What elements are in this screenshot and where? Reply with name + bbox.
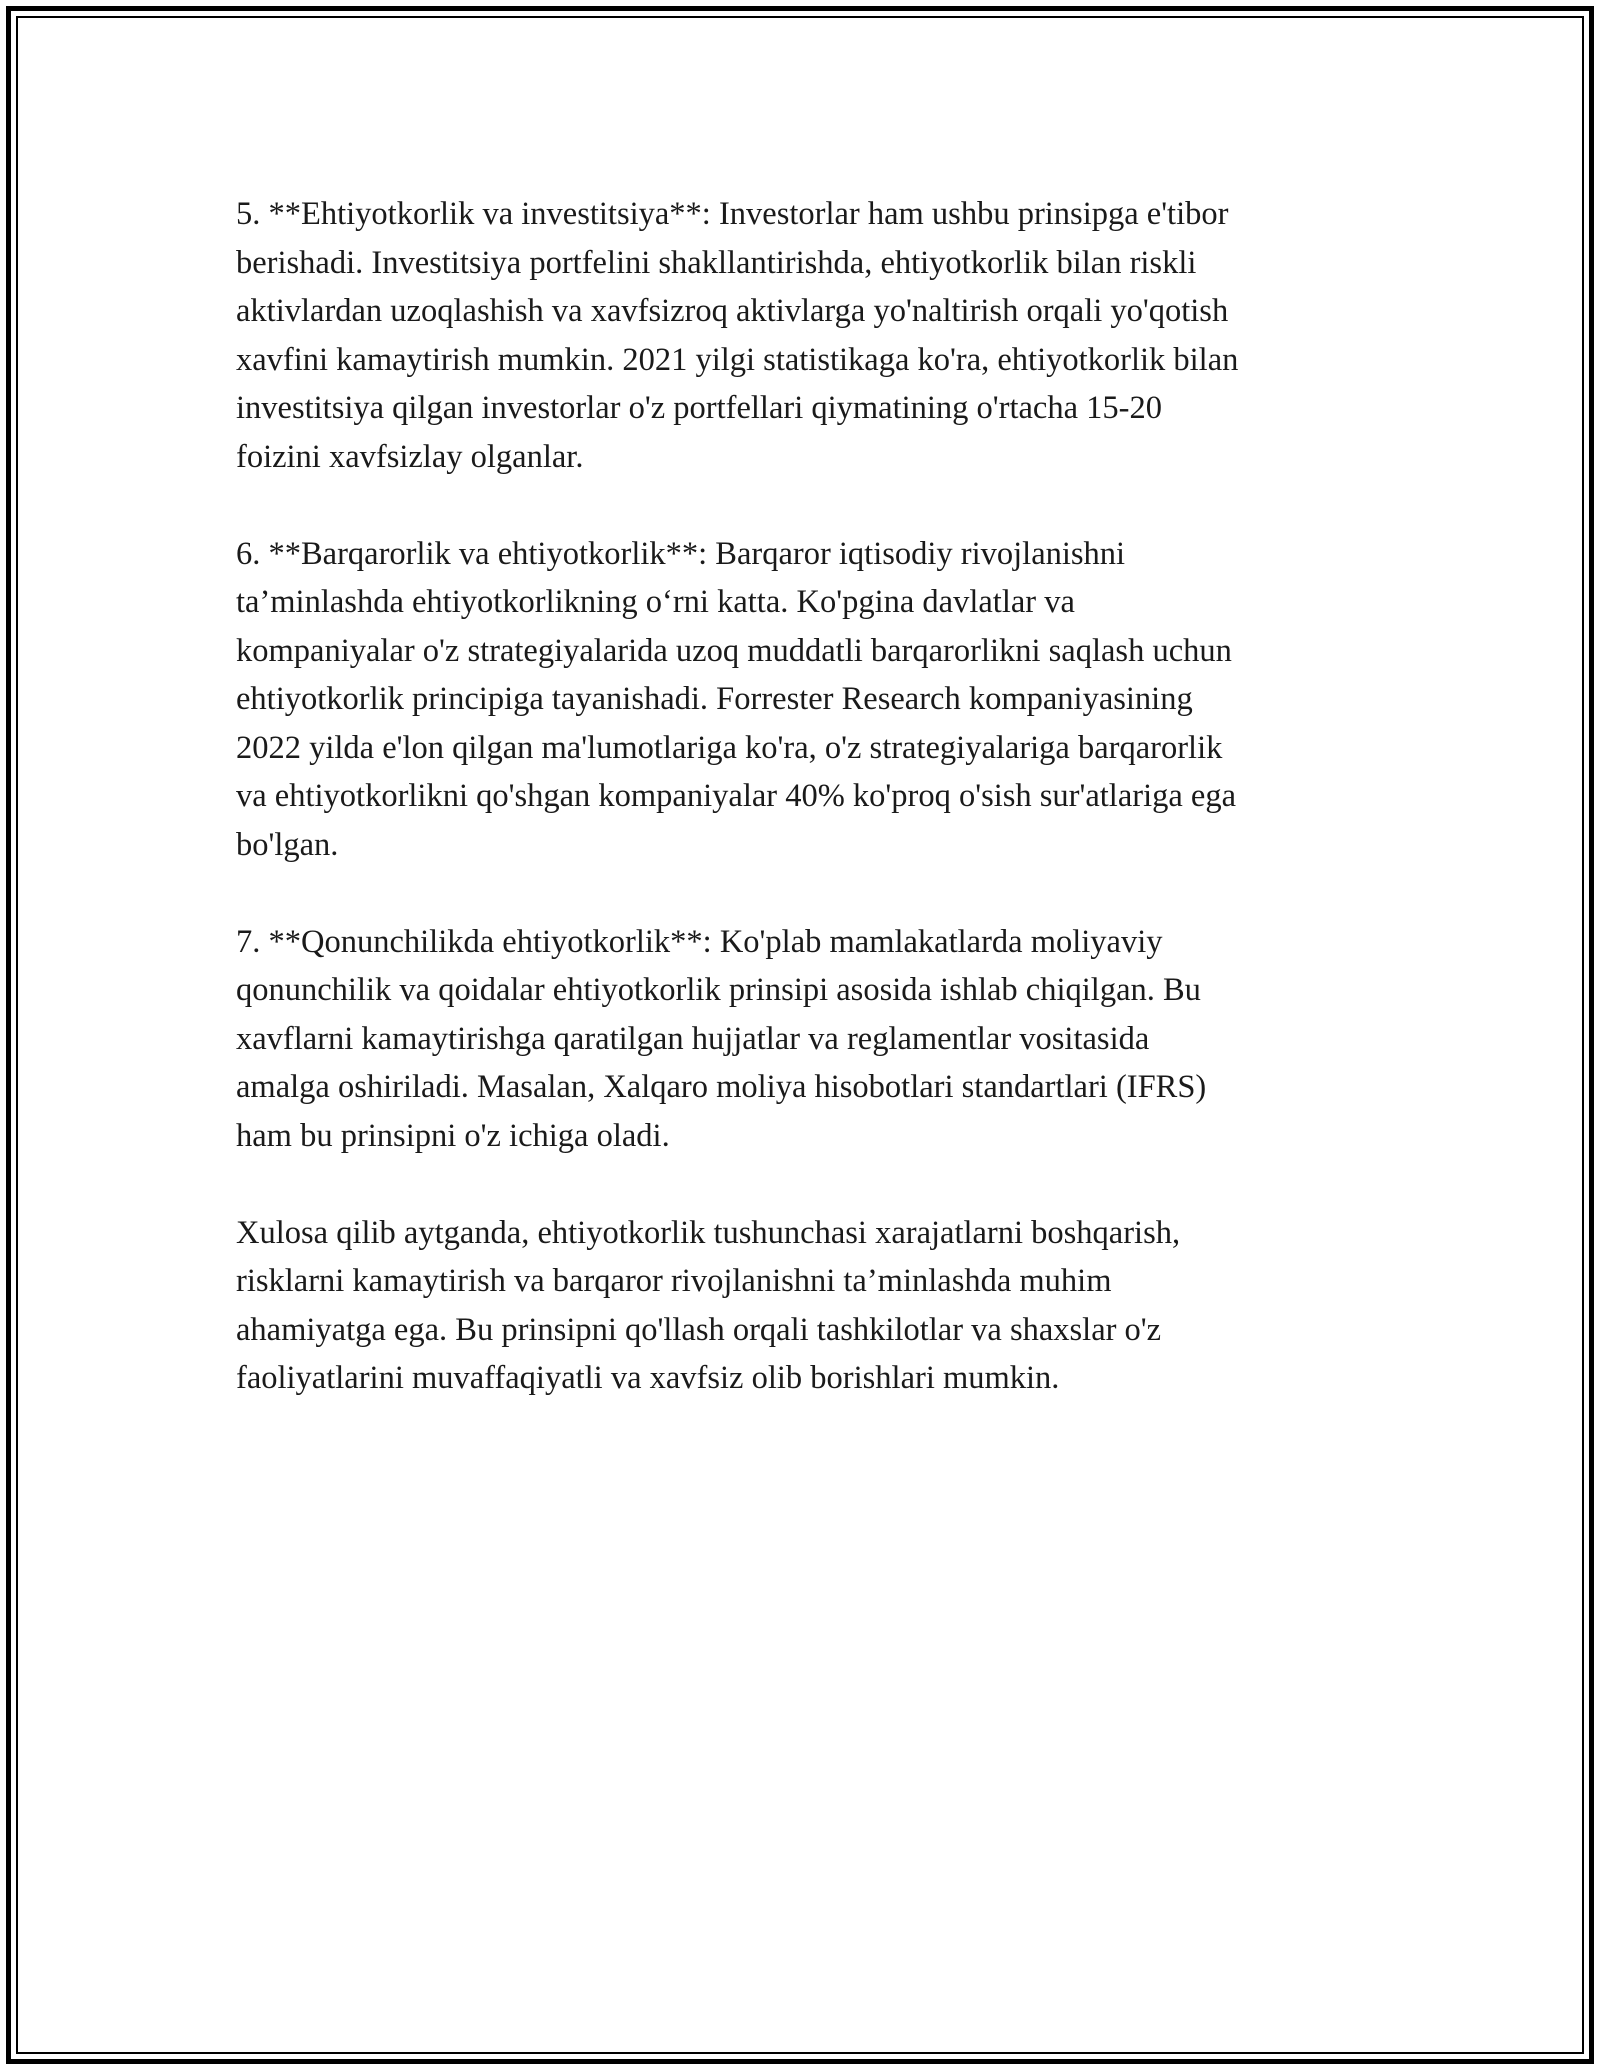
document-body bbox=[236, 190, 1386, 1451]
text-line: Xulosa qilib aytganda, ehtiyotkorlik tushunchasi xarajatlarni boshqarish, bbox=[236, 1214, 1181, 1251]
text-line: 7. **Qonunchilikda ehtiyotkorlik**: Ko'plab mamlakatlarda moliyaviy bbox=[236, 923, 1163, 960]
text-line: 5. **Ehtiyotkorlik va investitsiya**: Investorlar ham ushbu prinsipga e'tibor bbox=[236, 196, 1229, 232]
text-line: investitsiya qilgan investorlar o'z portfellari qiymatining o'rtacha 15-20 bbox=[236, 390, 1162, 426]
paragraph-item-6 bbox=[236, 530, 1386, 870]
text-line: 6. **Barqarorlik va ehtiyotkorlik**: Barqaror iqtisodiy rivojlanishni bbox=[236, 535, 1126, 572]
text-line: amalga oshiriladi. Masalan, Xalqaro moliya hisobotlari standartlari (IFRS) bbox=[236, 1069, 1207, 1105]
text-line: xavflarni kamaytirishga qaratilgan hujjatlar va reglamentlar vositasida bbox=[236, 1020, 1150, 1057]
text-line: risklarni kamaytirish va barqaror rivojlanishni ta’minlashda muhim bbox=[236, 1263, 1112, 1299]
text-line: kompaniyalar o'z strategiyalarida uzoq muddatli barqarorlikni saqlash uchun bbox=[236, 632, 1232, 669]
text-line: va ehtiyotkorlikni qo'shgan kompaniyalar 40% ko'proq o'sish sur'atlariga ega bbox=[236, 778, 1237, 814]
text-line: qonunchilik va qoidalar ehtiyotkorlik prinsipi asosida ishlab chiqilgan. Bu bbox=[236, 972, 1201, 1008]
text-line: ham bu prinsipni o'z ichiga oladi. bbox=[236, 1117, 670, 1154]
text-line: bo'lgan. bbox=[236, 826, 339, 863]
paragraph-conclusion bbox=[236, 1209, 1386, 1403]
paragraph-item-5 bbox=[236, 190, 1386, 481]
text-line: ta’minlashda ehtiyotkorlikning o‘rni katta. Ko'pgina davlatlar va bbox=[236, 584, 1075, 620]
text-line: ehtiyotkorlik principiga tayanishadi. Forrester Research kompaniyasining bbox=[236, 681, 1193, 717]
text-line: xavfini kamaytirish mumkin. 2021 yilgi statistikaga ko'ra, ehtiyotkorlik bilan bbox=[236, 341, 1239, 378]
text-line: berishadi. Investitsiya portfelini shakllantirishda, ehtiyotkorlik bilan riskli bbox=[236, 244, 1197, 281]
text-line: aktivlardan uzoqlashish va xavfsizroq aktivlarga yo'naltirish orqali yo'qotish bbox=[236, 293, 1229, 329]
text-line: faoliyatlarini muvaffaqiyatli va xavfsiz olib borishlari mumkin. bbox=[236, 1360, 1060, 1396]
paragraph-item-7 bbox=[236, 918, 1386, 1161]
text-line: foizini xavfsizlay olganlar. bbox=[236, 438, 584, 475]
text-line: 2022 yilda e'lon qilgan ma'lumotlariga ko'ra, o'z strategiyalariga barqarorlik bbox=[236, 729, 1223, 766]
text-line: ahamiyatga ega. Bu prinsipni qo'llash orqali tashkilotlar va shaxslar o'z bbox=[236, 1311, 1162, 1348]
